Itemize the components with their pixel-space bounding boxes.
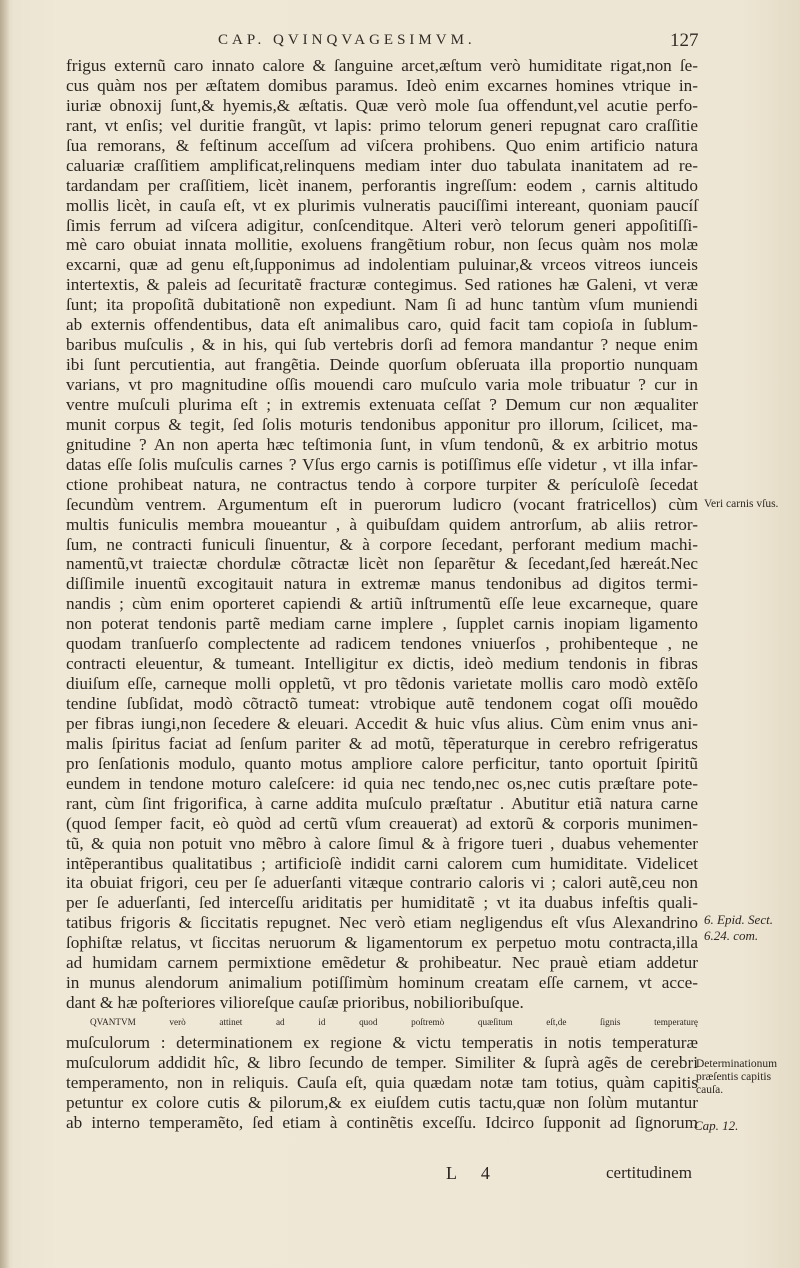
text-line: malis ſpiritus faciat ad ſenſum pariter & ad motũ, tẽperaturque in cerebro refrigeratus	[66, 733, 698, 753]
text-line: rant, cùm ſint frigorifica, à carne addita muſculo præſtatur . Abutitur etiã natura carne	[66, 793, 698, 813]
text-line: gnitudine ? An non aperta hæc teſtimonia ſunt, in vſum tendonũ, & ex arbitrio motus	[66, 434, 698, 454]
text-line: quodam tranſuerſo complectente ad radicem tendones vniuerſos , prohibenteque , ne	[66, 634, 698, 654]
text-line: temperamento, non in reliquis. Cauſa eſt, quia quædam notæ tam totius, quàm capitis	[66, 1072, 698, 1092]
text-line: eundem in tendone moturo caleſcere: id quia nec tendo,nec os,nec cutis præſtare pote-	[66, 773, 698, 793]
text-line: ſecundùm ventrem. Argumentum eſt in puerorum ludicro (vocant fratricellos) cùm	[66, 494, 698, 514]
text-line: nandis ; cùm enim oporteret capiendi & artiũ inſtrumentũ eſſe leue excarneque, quare	[66, 594, 698, 614]
text-line: ventre muſculi plurima eſt ; in extremis extenuata ceſſat ? Demum cur non æqualiter	[66, 394, 698, 414]
text-line: ctione prohibeat natura, ne contractus tendo à corpore turpiter & perículoſè ſecedat	[66, 474, 698, 494]
text-line: tardandam per craſſitiem, licèt inanem, perforantis ingreſſum: eodem , carnis altitudo	[66, 175, 698, 195]
text-line: dant & hæ poſteriores vilioreſque cauſæ prioribus, nobilioribuſque.	[66, 993, 524, 1013]
text-line: ab externis offendentibus, data eſt animalibus caro, quid facit tam copioſa in ſublum-	[66, 315, 698, 335]
text-line: excarni, quæ ad genu eſt,ſupponimus ad indolentiam puluinar,& vrceos vitreos iunceis	[66, 255, 698, 275]
margin-note-cap: Cap. 12.	[694, 1118, 739, 1133]
binding-shadow	[0, 0, 10, 1268]
text-line: rant, vt enſis; vel duritie frangũt, vt lapis: primo telorum generi repugnat caro craſſitie	[66, 115, 698, 135]
text-line: per fibras iungi,non ſecedere & eleuari. Accedit & huic vſus alius. Cùm enim vnus ani-	[66, 713, 698, 733]
running-title: CAP. QVINQVAGESIMVM.	[218, 32, 476, 48]
margin-note-epid: 6. Epid. Sect. 6.24. com.	[704, 912, 773, 943]
text-line: non poterat tendonis partẽ mediam carne implere , ſupplet carnis inopiam ligamento	[66, 614, 698, 634]
text-line: frigus externũ caro innato calore & ſanguine arcet,æſtum verò humiditate rigat,non ſe-	[66, 56, 698, 75]
body-text	[66, 56, 698, 1133]
page-number: 127	[670, 30, 699, 51]
text-line: ita obuiat frigori, ceu per ſe aduerſanti vitæque contrario caloris vi ; calori autẽ,ceu non	[66, 873, 698, 893]
text-line: namentũ,vt traiectæ chordulæ cõtractæ licèt non ſeparẽtur & ſecedant,ſed hæreát.Nec	[66, 554, 698, 574]
margin-note-veri-carnis: Veri carnis vſus.	[704, 498, 779, 510]
text-line: pro ſenſationis modulo, quanto motus ampliore calore perficitur, tanto oportuit ſpiritũ	[66, 753, 698, 773]
text-line: datas eſſe ſolis muſculis carnes ? Vſus ergo carnis is potiſſimus eſſe videtur , vt illa infar-	[66, 454, 698, 474]
text-line: varians, vt pro magnitudine oſſis mouendi caro muſculo varia mole tribuatur ? cur in	[66, 375, 698, 394]
text-line: mè caro obuiat innata mollitie, exoluens frangẽtium robur, non ſecus quàm nos molæ	[66, 235, 698, 255]
text-line: ſua remorans, & feſtinum acceſſum ad viſcera prohibens. Quo enim artificio natura	[66, 135, 698, 155]
text-line: ſunt; ita propoſitã dubitationẽ non expediunt. Nam ſi ad hunc tantùm vſum muniendi	[66, 295, 698, 315]
text-line: ſum, ne contracti funiculi ſinuentur, & à corpore ſecedant, perforant medium machi-	[66, 534, 698, 554]
text-line: per ſe aduerſanti, ſed interceſſu ariditatis per humiditatẽ ; vt ita duabus infeſtis quali-	[66, 893, 698, 913]
running-head	[0, 30, 800, 54]
text-line: tendine ſubſidat, modò cõtractõ tumeat: vtrobique autẽ tendonem cogat oſſi mouẽdo	[66, 694, 698, 713]
text-line: baribus muſculis , & in his, qui ſub vertebris dorſi ad femora mandantur ? neque enim	[66, 335, 698, 355]
text-line: diſſimile inuentũ excogitauit natura in extremæ manus tendonibus ad digitos termi-	[66, 574, 698, 594]
margin-note-determinationum: Determinationum præſentis capitis cauſa.	[696, 1058, 778, 1096]
text-line: tatibus frigoris & ſiccitatis repugnet. Nec verò etiam negligendus eſt vſus Alexandrino	[66, 913, 698, 933]
text-line: QVANTVM verò attinet ad id quod poſtremò quæſitum eſt,de ſignis temperaturę	[90, 1017, 698, 1027]
text-line: ibi ſunt percutientia, aut frangẽtia. Deinde quorſum obſeruata illa proportio nunquam	[66, 355, 698, 375]
text-line: diuiſum eſſe, carneque molli oppletũ, vt pro tẽdonis varietate mollis caro modò extẽſo	[66, 674, 698, 694]
text-line: in munus alendorum animalium potiſſimùm hominum creatam eſſe carnem, vt acce-	[66, 973, 698, 993]
text-line: ſophiſtæ relatus, vt ſiccitas neruorum & ligamentorum ex perpetuo motu contracta,illa	[66, 933, 698, 953]
text-line: multis funiculis membra moueantur , à quibuſdam quidem antrorſum, ab aliis retror-	[66, 514, 698, 534]
catchword: certitudinem	[606, 1163, 692, 1182]
text-line: ad humidam carnem permixtione emẽdetur & prohibeatur. Nec prauè etiam addetur	[66, 953, 698, 973]
text-line: ſimis ferrum ad viſcera adigitur, conſcenditque. Alteri verò telorum generi appoſitiſſi-	[66, 215, 698, 235]
text-line: caluariæ craſſitiem amplificat,relinquens mediam inter duo tabulata inanitatem ad re-	[66, 155, 698, 175]
text-line: intertextis, & paleis ad ſecuritatẽ fracturæ contegimus. Sed rationes hæ Galeni, vt veræ	[66, 275, 698, 295]
signature-mark: L 4	[446, 1163, 500, 1183]
text-line: (quod ſemper facit, eò quòd ad certũ vſum creauerat) ad extorũ & corporis munimen-	[66, 813, 698, 833]
text-line: cus quàm nos per æſtatem domibus paramus. Ideò enim excarnes homines vtrique in-	[66, 75, 698, 95]
text-line: iuriæ obnoxij ſunt,& hyemis,& æſtatis. Quæ verò mole ſua offendunt,vel acutie perfo-	[66, 95, 698, 115]
text-line: tũ, & quia non potuit vno mẽbro à calore ſimul & à frigore tueri , duabus vehementer	[66, 833, 698, 853]
text-line: contracti eleuentur, & tumeant. Intelligitur ex dictis, ideò medium tendonis in fibras	[66, 654, 698, 674]
footer-line	[66, 1163, 698, 1185]
text-line: mollis licèt, in cauſa eſt, vt ex plurimis vulneratis pauciſſimi intereant, quoniam paucíſ	[66, 195, 698, 215]
text-line: petuntur ex colore cutis & pilorum,& ex eiuſdem cutis tactu,quæ non ſolùm mutantur	[66, 1092, 698, 1112]
text-line: intẽperantibus qualitatibus ; artificioſè indidit carni calorem cum humiditate. Videlicet	[66, 853, 698, 873]
text-line: ab interno temperamẽto, ſed etiam à continẽtis exceſſu. Idcirco ſupponit ad ſignorum	[66, 1112, 698, 1132]
text-line: muſculorum addidit hîc, & libro ſecundo de temper. Similiter & ſuprà agẽs de cerebri	[66, 1052, 698, 1072]
text-line: muſculorum : determinationem ex regione & victu temperatis in notis temperaturæ	[66, 1032, 698, 1052]
text-line: munit corpus & tegit, ſed ſolis moturis tendonibus apponitur pro illorum, ſcilicet, ma-	[66, 414, 698, 434]
